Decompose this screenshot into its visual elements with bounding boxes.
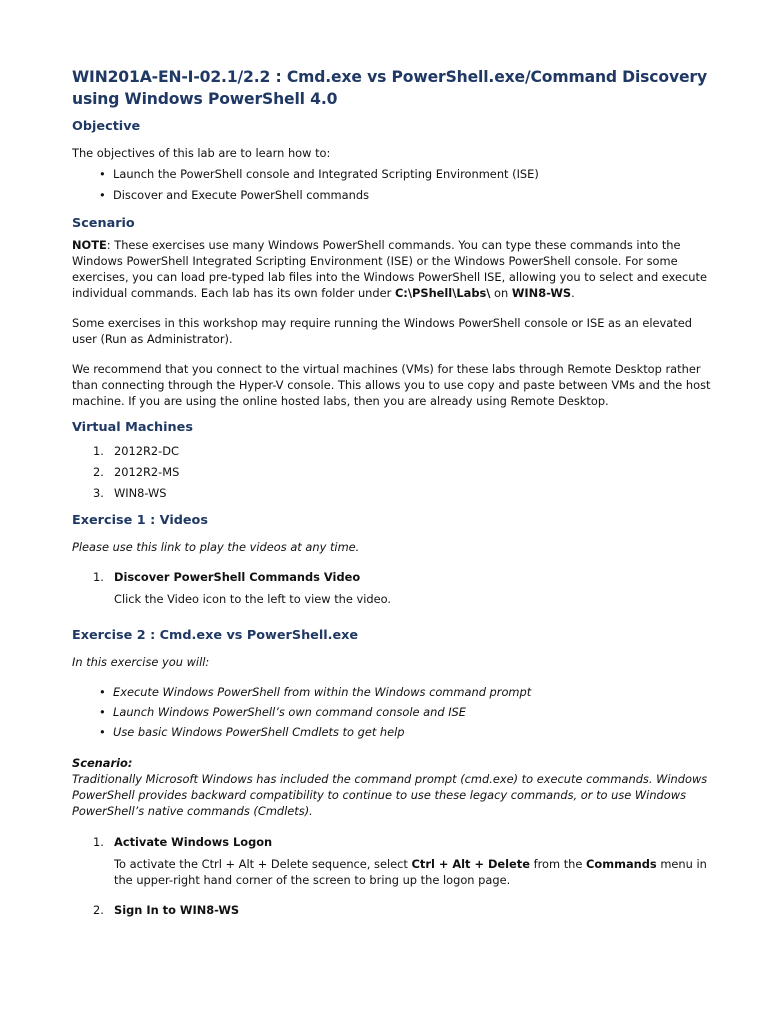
virtual-machines-list [72,443,712,501]
note-text: : These exercises use many Windows PowerShell commands. You can type these commands into the Windows PowerShell Integrated Scripting Environment (ISE) or the Windows PowerShell console. For some exercises, you can load pre-typed lab files into the Windows PowerShell ISE, allowing you to select and execute individual commands. Each lab has its own folder under [72,238,707,300]
note-label: NOTE [72,238,107,252]
document-page [72,66,712,918]
note-end: . [571,286,575,300]
exercise-2-intro: In this exercise you will: [72,655,210,669]
exercise-2-list [72,684,712,740]
commands-menu-ref: Commands [586,857,657,871]
exercise-2-scenario-label: Scenario: [72,756,133,770]
exercise-2-step-1-text: To activate the Ctrl + Alt + Delete sequence, select Ctrl + Alt + Delete from the Commands menu in the upper-right hand corner of the screen to bring up the logon page. [114,857,707,887]
objective-intro: The objectives of this lab are to learn how to: [72,146,331,160]
scenario-heading: Scenario [72,216,135,231]
exercise-2-step-2: 2. Sign In to WIN8-WS [93,903,240,917]
document-title: WIN201A-EN-I-02.1/2.2 : Cmd.exe vs PowerShell.exe/Command Discovery using Windows PowerShell 4.0 [72,68,707,108]
step-title: Sign In to WIN8-WS [114,903,240,917]
exercise-2-scenario-text: Traditionally Microsoft Windows has included the command prompt (cmd.exe) to execute commands. Windows PowerShell provides backward compatibility to continue to use these legacy commands, or to use Windows PowerShell’s native commands (Cmdlets). [72,772,708,818]
exercise-1-step-text: Click the Video icon to the left to view the video. [114,592,392,606]
note-path: C:\PShell\Labs\ [394,286,491,300]
exercise-2-heading: Exercise 2 : Cmd.exe vs PowerShell.exe [72,628,359,643]
step-title: Discover PowerShell Commands Video [114,570,361,584]
scenario-note [72,237,712,301]
list-item: 1. 2012R2-DC [93,444,179,458]
list-item: • Execute Windows PowerShell from within the Windows command prompt [72,684,712,700]
objective-heading: Objective [72,119,141,134]
exercise-1-step: 1. Discover PowerShell Commands Video [93,570,361,584]
exercise-1-heading: Exercise 1 : Videos [72,513,208,528]
step-title: Activate Windows Logon [114,835,273,849]
note-on: on [490,286,512,300]
exercise-1-intro: Please use this link to play the videos at any time. [72,540,360,554]
scenario-paragraph-2: Some exercises in this workshop may require running the Windows PowerShell console or ISE as an elevated user (Run as Administrator). [72,316,692,346]
list-item: • Launch Windows PowerShell’s own command console and ISE [72,704,712,720]
list-item: • Use basic Windows PowerShell Cmdlets to get help [72,724,712,740]
note-vm: WIN8-WS [511,286,572,300]
list-item: 3. WIN8-WS [93,486,167,500]
key-sequence: Ctrl + Alt + Delete [411,857,530,871]
exercise-2-step-1: 1. Activate Windows Logon [93,835,273,849]
list-item: • Discover and Execute PowerShell commands [72,187,712,203]
objective-list [72,166,712,203]
list-item: 2. 2012R2-MS [93,465,180,479]
virtual-machines-heading: Virtual Machines [72,420,193,435]
scenario-paragraph-3: We recommend that you connect to the virtual machines (VMs) for these labs through Remote Desktop rather than connecting through the Hyper-V console. This allows you to use copy and paste between VMs and the host machine. If you are using the online hosted labs, then you are already using Remote Desktop. [72,362,711,408]
list-item: • Launch the PowerShell console and Integrated Scripting Environment (ISE) [72,166,712,182]
